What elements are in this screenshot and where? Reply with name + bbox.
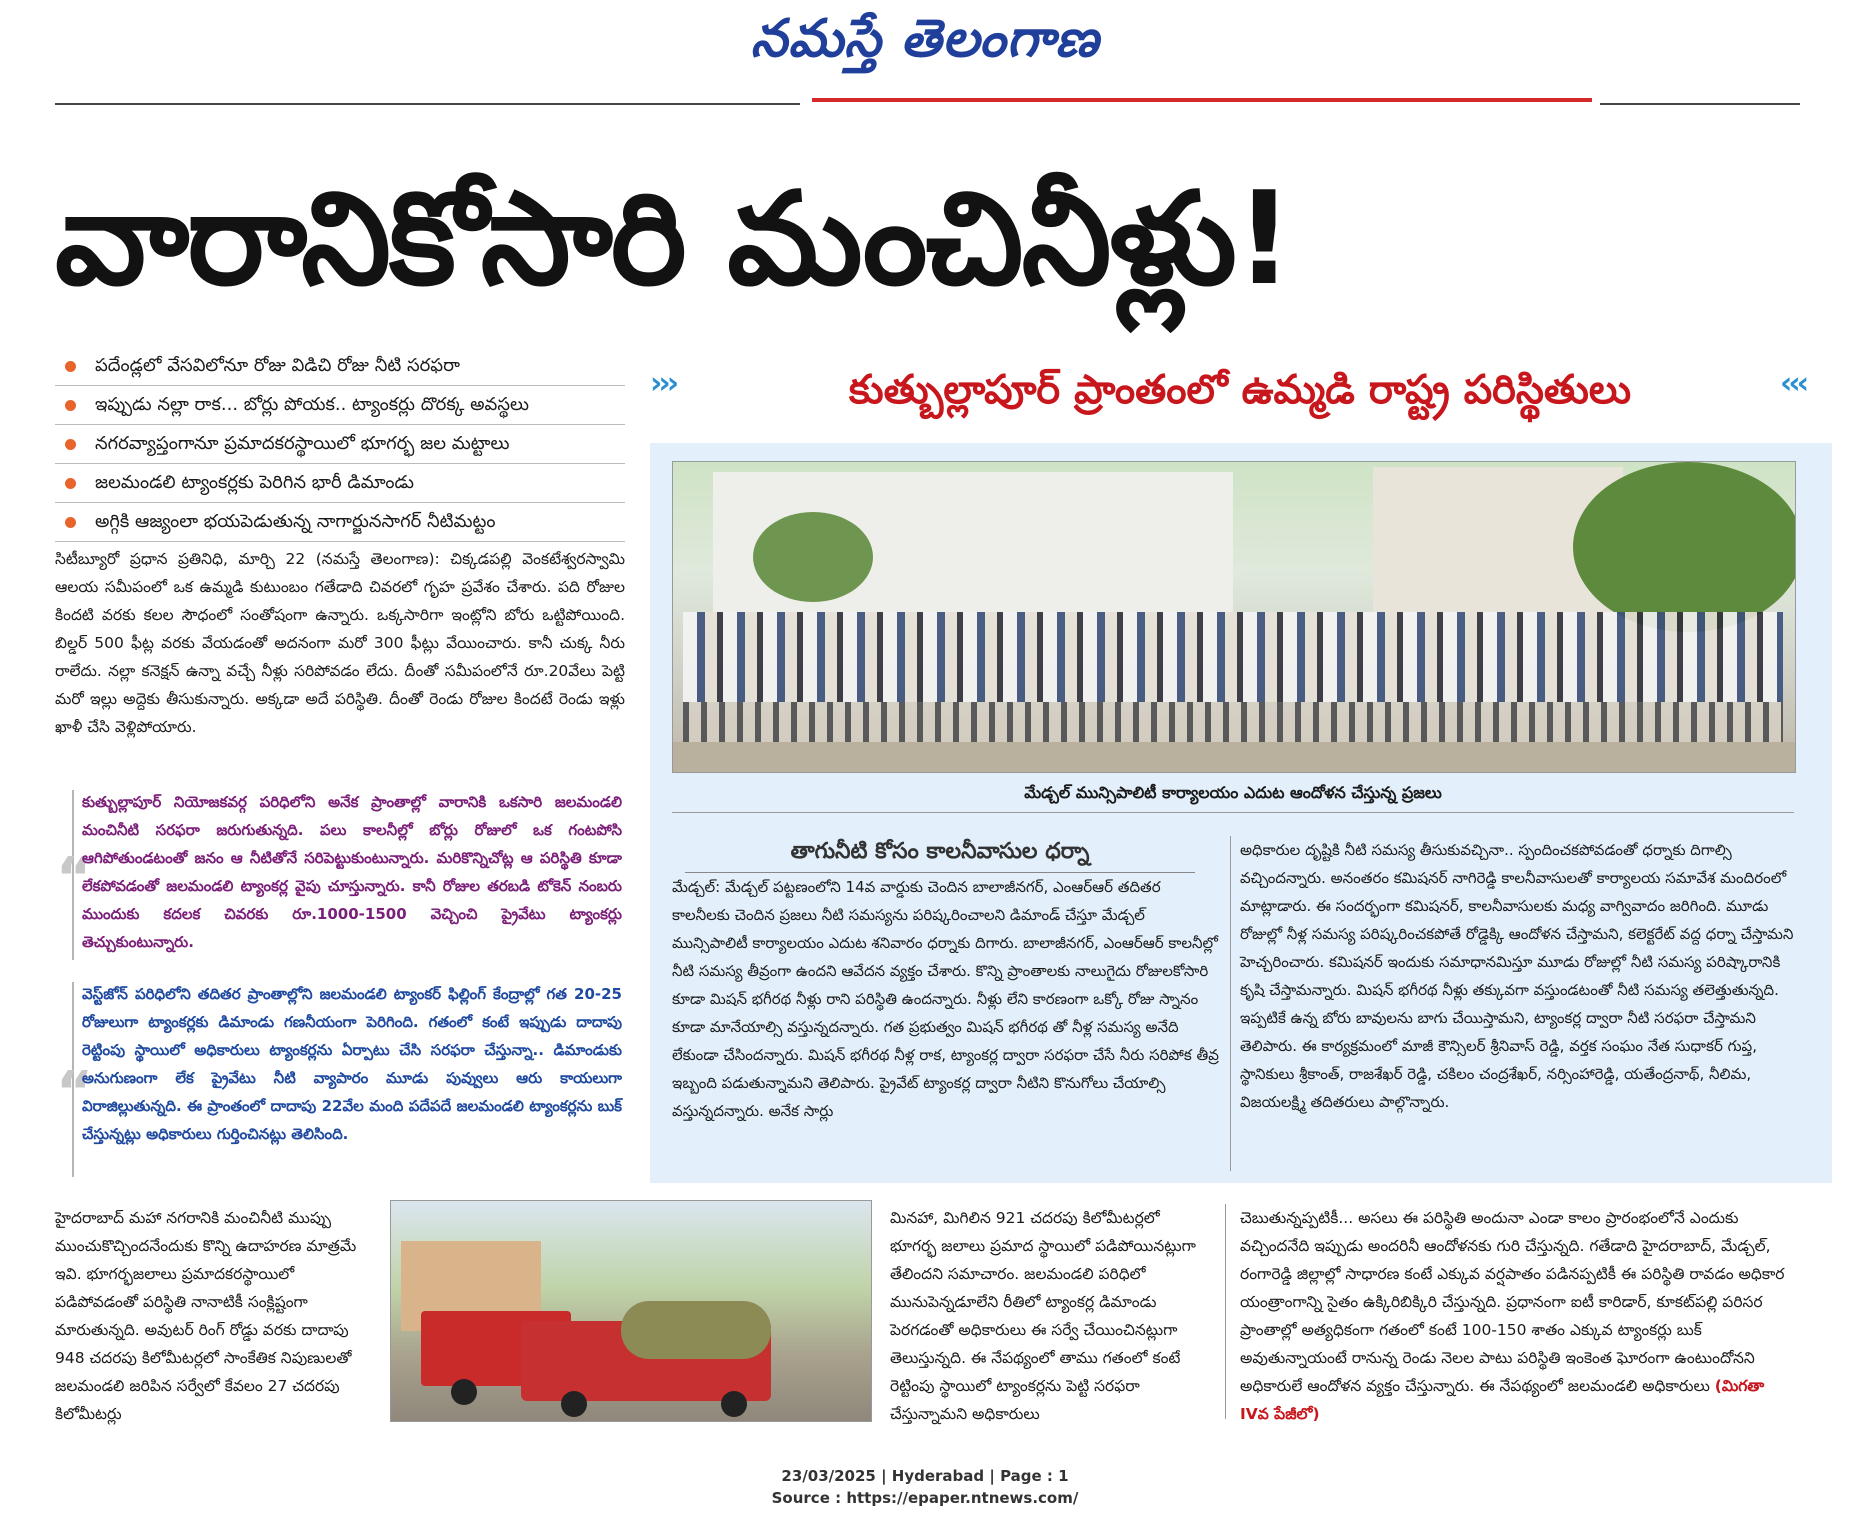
wheel-shape [721, 1391, 747, 1417]
highlight-bullet [55, 464, 625, 503]
story-column-1: హైదరాబాద్ మహా నగరానికి మంచినీటి ముప్పు ముంచుకొచ్చిందనేందుకు కొన్ని ఉదాహరణ మాత్రమే ఇవి. భూగర్భజలాలు ప్రమాదకరస్థాయిలో పడిపోవడంతో పరిస్థితి నానాటికీ సంక్లిష్టంగా మారుతున్నది. అవుటర్ రింగ్ రోడ్డు వరకు దాదాపు 948 చదరపు కిలోమీటర్లలో సాంకేతిక నిపుణులతో జలమండలి జరిపిన సర్వేలో కేవలం 27 చదరపు కిలోమీటర్లు [55, 1209, 357, 1423]
masthead-rule-red [812, 98, 1592, 102]
quote-mark-icon: “ [56, 846, 93, 911]
column-divider [1225, 1204, 1226, 1419]
highlight-bullet [55, 386, 625, 425]
story-column-2: మినహా, మిగిలిన 921 చదరపు కిలోమీటర్లలో భూగర్భ జలాలు ప్రమాద స్థాయిలో పడిపోయినట్లుగా తేలిందని సమాచారం. జలమండలి పరిధిలో మునుపెన్నడూలేని రీతిలో ట్యాంకర్ల డిమాండు పెరగడంతో అధికారులు ఈ సర్వే చేయించినట్లుగా తెలుస్తున్నది. ఈ నేపథ్యంలో తాము గతంలో కంటే రెట్టింపు స్థాయిలో ట్యాంకర్లను పెట్టి సరఫరా చేస్తున్నామని అధికారులు [890, 1209, 1196, 1423]
column-divider [1230, 836, 1231, 1171]
bullet-dot-icon [65, 517, 76, 528]
highlight-bullet [55, 347, 625, 386]
bullet-text: అగ్గికి ఆజ్యంలా భయపెడుతున్న నాగార్జునసాగర్ నీటిమట్టం [95, 511, 496, 532]
page-footer [700, 1465, 1150, 1509]
sub-headline-text: కుత్బుల్లాపూర్ ప్రాంతంలో ఉమ్మడి రాష్ట్ర పరిస్థితులు [848, 367, 1632, 413]
highlight-bullet [55, 425, 625, 464]
crowd-shape [683, 612, 1783, 702]
intro-paragraph: సిటీబ్యూరో ప్రధాన ప్రతినిధి, మార్చి 22 (నమస్తే తెలంగాణ): చిక్కడపల్లి వెంకటేశ్వరస్వామి ఆలయ సమీపంలో ఒక ఉమ్మడి కుటుంబం గతేడాది చివరలో గృహ ప్రవేశం చేశారు. పది రోజుల కిందటి వరకు కలల సౌధంలో సంతోషంగా ఉన్నారు. ఒక్కసారిగా ఇంట్లోని బోరు ఒట్టిపోయింది. బిల్డర్ 500 ఫీట్ల వరకు వేయడంతో అదనంగా మరో 300 ఫీట్లు వేయించారు. కానీ చుక్క నీరు రాలేదు. నల్లా కనెక్షన్ ఉన్నా వచ్చే నీళ్లు సరిపోవడం లేదు. దీంతో సమీపంలోనే రూ.20వేలు పెట్టి మరో ఇల్లు అద్దెకు తీసుకున్నారు. అక్కడా అదే పరిస్థితి. దీంతో రెండు రోజుల కిందటే రెండు ఇళ్లు ఖాళీ చేసి వెళ్లిపోయారు. [55, 550, 625, 736]
bullet-dot-icon [65, 400, 76, 411]
highlight-bullets [55, 347, 625, 542]
box-story-column-1: మేడ్చల్: మేడ్చల్ పట్టణంలోని 14వ వార్డుకు చెందిన బాలాజీనగర్, ఎంఆర్ఆర్ తదితర కాలనీలకు చెందిన ప్రజలు నీటి సమస్యను పరిష్కరించాలని డిమాండ్ చేస్తూ మేడ్చల్ మున్సిపాలిటీ కార్యాలయం ఎదుట శనివారం ధర్నాకు దిగారు. బాలాజీనగర్, ఎంఆర్ఆర్ కాలనీల్లో నీటి సమస్య తీవ్రంగా ఉందని ఆవేదన వ్యక్తం చేశారు. కొన్ని ప్రాంతాలకు నాలుగైదు రోజులకోసారి కూడా మిషన్ భగీరథ నీళ్లు రాని పరిస్థితి ఉందన్నారు. నీళ్లు లేని కారణంగా ఒక్కో రోజు స్నానం కూడా మానేయాల్సి వస్తున్నదన్నారు. గత ప్రభుత్వం మిషన్ భగీరథ తో నీళ్ల సమస్య అనేది లేకుండా చేసిందన్నారు. మిషన్ భగీరథ నీళ్ల రాక, ట్యాంకర్ల ద్వారా సరఫరా చేసే నీరు సరిపోక తీవ్ర ఇబ్బంది పడుతున్నామని తెలిపారు. ప్రైవేట్ ట్యాంకర్ల ద్వారా నీటిని కొనుగోలు చేయాల్సి వస్తున్నదన్నారు. అనేక సార్లు [672, 878, 1219, 1120]
masthead-rule-left [55, 103, 800, 105]
footer-source: Source : https://epaper.ntnews.com/ [771, 1489, 1079, 1507]
photo-caption: మేడ్చల్ మున్సిపాలిటీ కార్యాలయం ఎదుట ఆందోళన చేస్తున్న ప్రజలు [1024, 783, 1442, 802]
continued-label: (మిగతా IVవ పేజీలో) [1240, 1377, 1765, 1423]
water-tanker-photo [390, 1200, 872, 1422]
tree-shape [1573, 462, 1796, 632]
bullet-text: ఇప్పుడు నల్లా రాక... బోర్లు పోయక.. ట్యాంకర్లు దొరక్క అవస్థలు [95, 394, 529, 415]
masthead-rule-right [1600, 103, 1800, 105]
bullet-dot-icon [65, 478, 76, 489]
bullet-dot-icon [65, 439, 76, 450]
story-column-3-text: చెబుతున్నప్పటికీ... అసలు ఈ పరిస్థితి అందునా ఎండా కాలం ప్రారంభంలోనే ఎందుకు వచ్చిందనేది ఇప్పుడు అందరినీ ఆందోళనకు గురి చేస్తున్నది. గతేడాది హైదరాబాద్, మేడ్చల్, రంగారెడ్డి జిల్లాల్లో సాధారణ కంటే ఎక్కువ వర్షపాతం పడినప్పటికీ ఈ పరిస్థితి రావడం అధికార యంత్రాంగాన్ని సైతం ఉక్కిరిబిక్కిరి చేస్తున్నది. ప్రధానంగా ఐటీ కారిడార్, కూకట్‌పల్లి పరిసర ప్రాంతాల్లో అత్యధికంగా గతంలో కంటే 100-150 శాతం ఎక్కువ ట్యాంకర్లు బుక్ అవుతున్నాయంటే రానున్న రెండు నెలల పాటు పరిస్థితి ఇంకెంత ఘోరంగా ఉంటుందోనని అధికారులే ఆందోళన వ్యక్తం చేస్తున్నారు. ఈ నేపథ్యంలో జలమండలి అధికారులు [1240, 1209, 1785, 1395]
main-headline: వారానికోసారి మంచినీళ్లు! [55, 165, 1292, 314]
bullet-dot-icon [65, 361, 76, 372]
chevron-right-icon: ››› [650, 366, 676, 401]
newspaper-masthead: నమస్తే తెలంగాణ [750, 9, 1100, 69]
sub-headline [650, 360, 1830, 420]
tree-shape [753, 512, 873, 602]
water-tank-shape [621, 1301, 771, 1359]
story-column-3 [1240, 1204, 1795, 1428]
bullet-text: పదేండ్లలో వేసవిలోనూ రోజు విడిచి రోజు నీటి సరఫరా [95, 355, 460, 376]
pull-quote: కుత్బుల్లాపూర్ నియోజకవర్గ పరిధిలోని అనేక ప్రాంతాల్లో వారానికి ఒకసారి జలమండలి మంచినీటి సరఫరా జరుగుతున్నది. పలు కాలనీల్లో బోర్లు రోజులో ఒక గంటపోసి ఆగిపోతుండటంతో జనం ఆ నీటితోనే సరిపెట్టుకుంటున్నారు. మరికొన్నిచోట్ల ఆ పరిస్థితి కూడా లేకపోవడంతో జలమండలి ట్యాంకర్ల వైపు చూస్తున్నారు. కానీ రోజుల తరబడి టోకెన్ నంబరు ముందుకు కదలక చివరకు రూ.1000-1500 వెచ్చించి ప్రైవేటు ట్యాంకర్లు తెచ్చుకుంటున్నారు. [82, 793, 622, 951]
quote-mark-icon: “ [56, 1060, 93, 1125]
box-story-column-2: అధికారుల దృష్టికి నీటి సమస్య తీసుకువచ్చినా.. స్పందించకపోవడంతో ధర్నాకు దిగాల్సి వచ్చిందన్నారు. అనంతరం కమిషనర్ నాగిరెడ్డి కాలనీవాసులతో కార్యాలయ సమావేశ మందిరంలో మాట్లాడారు. ఈ సందర్భంగా కమిషనర్, కాలనీవాసులకు మధ్య వాగ్వివాదం జరిగింది. మూడు రోజుల్లో నీళ్ల సమస్య పరిష్కరించకపోతే రోడ్డెక్కి ఆందోళన చేస్తామని, కలెక్టరేట్ వద్ద ధర్నా చేస్తామని హెచ్చరించారు. కమిషనర్ ఇందుకు సమాధానమిస్తూ మూడు రోజుల్లో నీటి సమస్య పరిష్కారానికి కృషి చేస్తామన్నారు. మిషన్ భగీరథ నీళ్లు తక్కువగా వస్తుండటంతో నీటి సమస్య తలెత్తుతున్నది. ఇప్పటికే ఉన్న బోరు బావులను బాగు చేయిస్తామని, ట్యాంకర్ల ద్వారా నీటి సరఫరా చేస్తామని తెలిపారు. ఈ కార్యక్రమంలో మాజీ కౌన్సిలర్ శ్రీనివాస్ రెడ్డి, వర్తక సంఘం నేత సుధాకర్ గుప్త, స్థానికులు శ్రీకాంత్, రాజశేఖర్ రెడ్డి, చకిలం చంద్రశేఖర్, నర్సింహారెడ్డి, యతేంద్రనాథ్, నీలిమ, విజయలక్ష్మి తదితరులు పాల్గొన్నారు. [1240, 841, 1794, 1111]
caption-rule [672, 812, 1794, 813]
highlight-bullet [55, 503, 625, 542]
wheel-shape [561, 1391, 587, 1417]
bullet-text: నగరవ్యాప్తంగానూ ప్రమాదకరస్థాయిలో భూగర్భ జల మట్టాలు [95, 433, 510, 454]
ground-shape [673, 742, 1795, 772]
crowd-legs-shape [683, 702, 1783, 742]
box-story-heading: తాగునీటి కోసం కాలనీవాసుల ధర్నా [685, 832, 1195, 873]
protest-photo [672, 461, 1796, 773]
footer-date-page: 23/03/2025 | Hyderabad | Page : 1 [781, 1467, 1069, 1485]
pull-quote: వెస్ట్‌జోన్ పరిధిలోని తదితర ప్రాంతాల్లోని జలమండలి ట్యాంకర్ ఫిల్లింగ్ కేంద్రాల్లో గత 20-25 రోజులుగా ట్యాంకర్లకు డిమాండు గణనీయంగా పెరిగింది. గతంలో కంటే ఇప్పుడు దాదాపు రెట్టింపు స్థాయిలో అధికారులు ట్యాంకర్లను ఏర్పాటు చేసి సరఫరా చేస్తున్నా.. డిమాండుకు అనుగుణంగా లేక ప్రైవేటు నీటి వ్యాపారం మూడు పువ్వులు ఆరు కాయలుగా విరాజిల్లుతున్నది. ఈ ప్రాంతంలో దాదాపు 22వేల మంది పదేపదే జలమండలి ట్యాంకర్లను బుక్ చేస్తున్నట్లు అధికారులు గుర్తించినట్లు తెలిసింది. [82, 985, 622, 1143]
chevron-left-icon: ‹‹‹ [1780, 366, 1806, 401]
bullet-text: జలమండలి ట్యాంకర్లకు పెరిగిన భారీ డిమాండు [95, 472, 415, 493]
wheel-shape [451, 1379, 477, 1405]
